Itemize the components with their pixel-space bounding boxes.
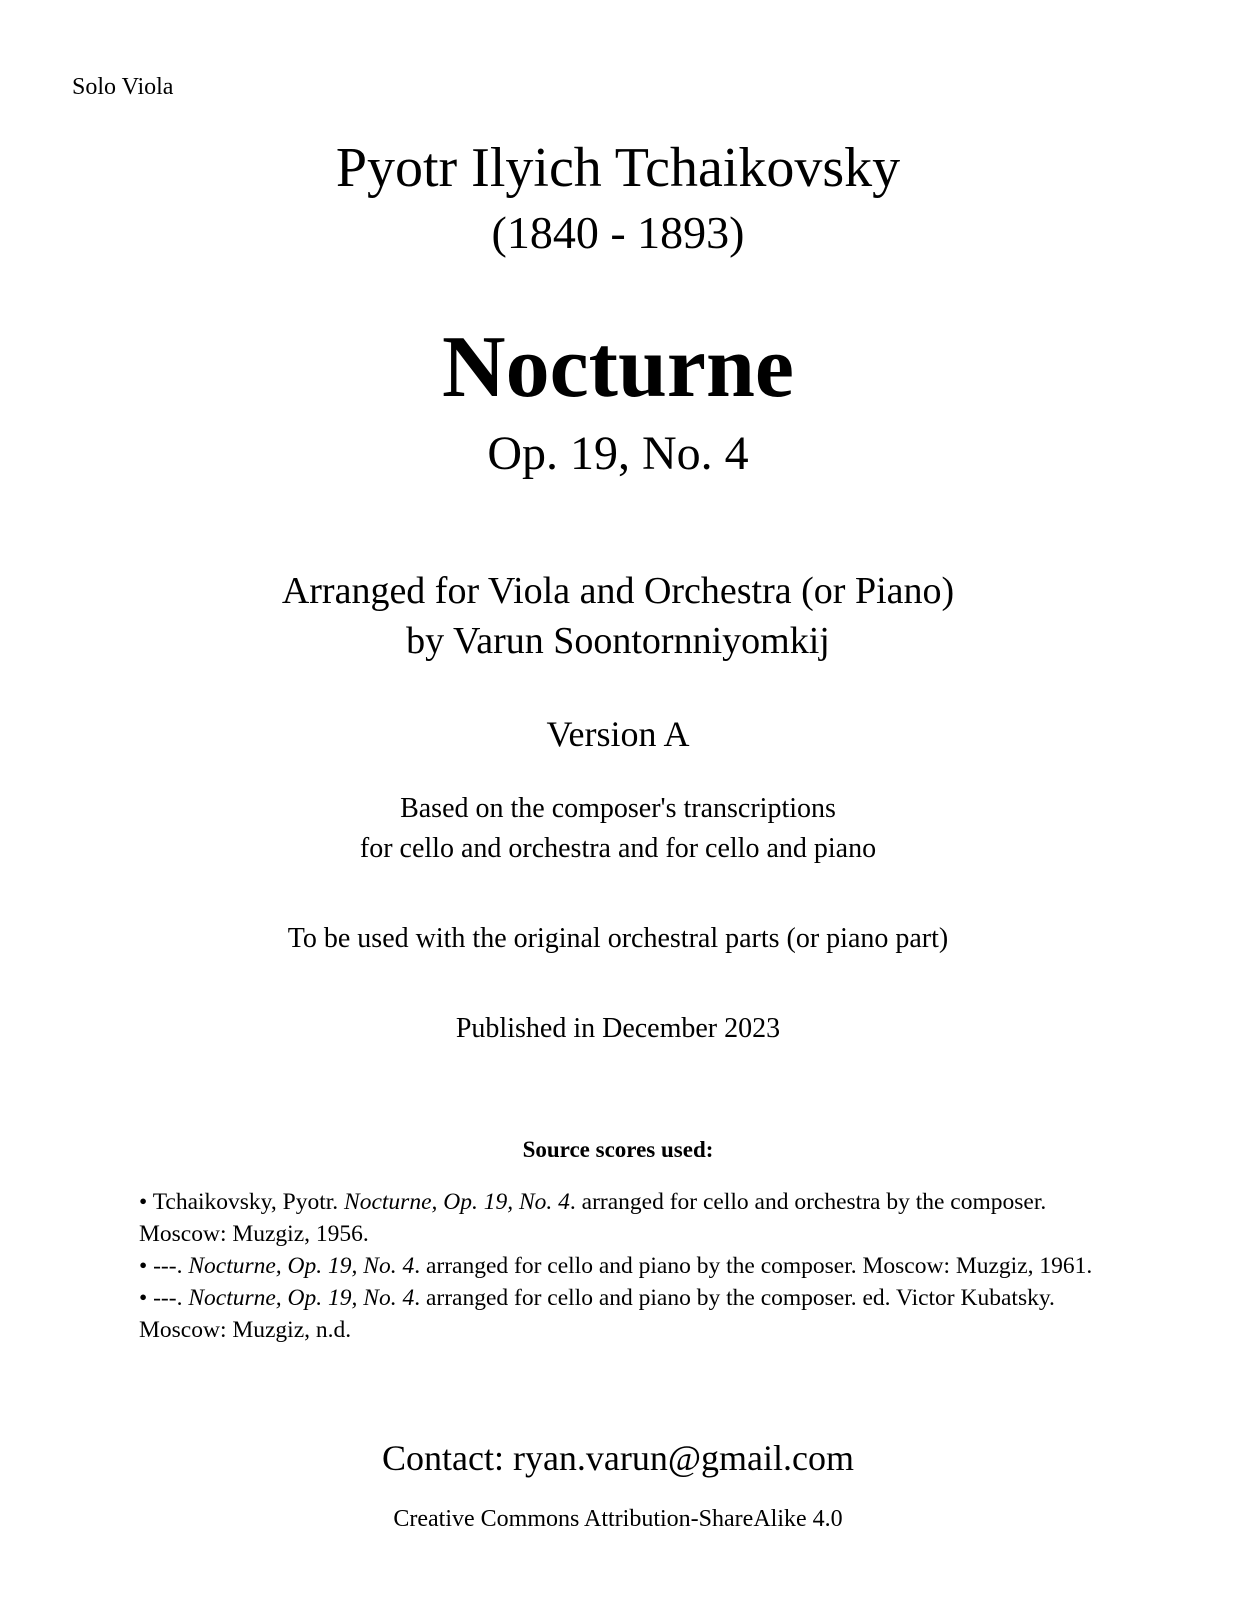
opus-number: Op. 19, No. 4 — [487, 427, 749, 480]
part-label: Solo Viola — [72, 74, 174, 100]
sources-heading: Source scores used: — [522, 1137, 714, 1162]
source-work-title: Nocturne, Op. 19, No. 4 — [188, 1253, 415, 1279]
bullet: • — [139, 1189, 153, 1215]
source-author: ---. — [153, 1285, 189, 1311]
based-on-line-1: Based on the composer's transcriptions — [400, 793, 836, 824]
page-title: Nocturne — [442, 319, 794, 416]
source-item — [139, 1250, 1109, 1282]
contact-email: Contact: ryan.varun@gmail.com — [381, 1438, 855, 1478]
source-details: . arranged for cello and piano by the composer. ed. Victor Kubatsky. Moscow: Muzgiz, n.d. — [139, 1285, 1055, 1343]
license-note: Creative Commons Attribution-ShareAlike 4.0 — [393, 1506, 843, 1532]
arrangement-line-2: by Varun Soontornniyomkij — [406, 620, 830, 662]
composer-name: Pyotr Ilyich Tchaikovsky — [335, 137, 901, 199]
source-author: ---. — [153, 1253, 189, 1279]
sources-list — [139, 1186, 1109, 1346]
usage-note: To be used with the original orchestral parts (or piano part) — [287, 923, 949, 954]
source-details: . arranged for cello and orchestra by the composer. Moscow: Muzgiz, 1956. — [139, 1189, 1047, 1247]
composer-dates: (1840 - 1893) — [491, 207, 745, 258]
source-details: . arranged for cello and piano by the composer. Moscow: Muzgiz, 1961. — [414, 1253, 1093, 1279]
source-work-title: Nocturne, Op. 19, No. 4 — [188, 1285, 415, 1311]
source-author: Tchaikovsky, Pyotr. — [152, 1189, 345, 1215]
version-label: Version A — [546, 714, 690, 754]
based-on-line-2: for cello and orchestra and for cello and piano — [359, 833, 877, 864]
arrangement-line-1: Arranged for Viola and Orchestra (or Piano) — [281, 570, 955, 612]
source-item — [139, 1186, 1109, 1250]
bullet: • — [139, 1285, 154, 1311]
source-work-title: Nocturne, Op. 19, No. 4 — [344, 1189, 570, 1215]
bullet: • — [139, 1253, 154, 1279]
source-item — [139, 1282, 1109, 1346]
publication-date: Published in December 2023 — [455, 1013, 781, 1044]
